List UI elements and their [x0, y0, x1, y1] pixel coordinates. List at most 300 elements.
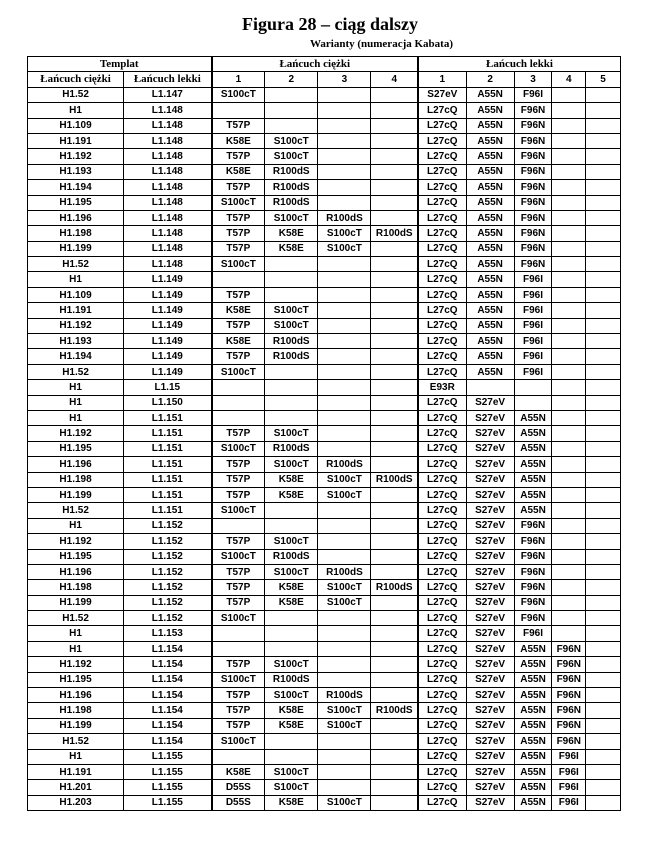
table-cell: K58E	[265, 795, 318, 810]
table-cell	[586, 149, 621, 164]
table-cell: F96N	[552, 688, 586, 703]
table-cell	[371, 441, 418, 456]
table-cell: S100cT	[318, 718, 371, 733]
table-cell	[212, 272, 265, 287]
table-row	[28, 380, 621, 395]
table-cell: F96I	[552, 764, 586, 779]
table-cell: S100cT	[265, 210, 318, 225]
table-cell: L27cQ	[418, 410, 466, 425]
table-cell: H1.191	[28, 303, 124, 318]
table-cell	[586, 241, 621, 256]
table-row	[28, 718, 621, 733]
table-cell: H1.52	[28, 87, 124, 102]
table-cell: L1.155	[124, 795, 212, 810]
table-cell: R100dS	[265, 164, 318, 179]
table-cell: K58E	[265, 703, 318, 718]
table-cell	[466, 380, 514, 395]
table-cell	[318, 641, 371, 656]
table-cell: S27eV	[466, 734, 514, 749]
table-cell: L27cQ	[418, 688, 466, 703]
table-cell: S100cT	[265, 764, 318, 779]
table-cell: S100cT	[318, 472, 371, 487]
table-cell: S27eV	[466, 749, 514, 764]
table-cell: K58E	[212, 303, 265, 318]
table-cell: A55N	[514, 410, 552, 425]
table-cell: H1	[28, 103, 124, 118]
table-row	[28, 149, 621, 164]
table-row	[28, 703, 621, 718]
table-cell: L1.152	[124, 534, 212, 549]
table-cell	[586, 534, 621, 549]
table-cell: L27cQ	[418, 364, 466, 379]
table-cell: L1.149	[124, 364, 212, 379]
table-cell	[586, 210, 621, 225]
table-cell: T57P	[212, 580, 265, 595]
table-cell: L27cQ	[418, 672, 466, 687]
table-cell	[586, 180, 621, 195]
table-cell	[318, 257, 371, 272]
table-cell: S100cT	[212, 364, 265, 379]
table-cell: H1.196	[28, 457, 124, 472]
table-cell: S100cT	[318, 595, 371, 610]
table-cell: L1.154	[124, 688, 212, 703]
table-cell	[371, 426, 418, 441]
table-cell: H1.199	[28, 487, 124, 502]
table-cell	[586, 103, 621, 118]
table-cell: A55N	[514, 441, 552, 456]
table-cell	[552, 287, 586, 302]
table-cell	[212, 749, 265, 764]
templat-header: Templat	[28, 57, 212, 72]
table-cell: L1.148	[124, 149, 212, 164]
table-cell	[318, 272, 371, 287]
table-row	[28, 349, 621, 364]
table-cell	[371, 457, 418, 472]
table-cell	[265, 503, 318, 518]
table-cell: F96I	[514, 334, 552, 349]
table-cell: T57P	[212, 318, 265, 333]
table-cell	[586, 472, 621, 487]
table-cell	[371, 487, 418, 502]
table-cell: S100cT	[265, 149, 318, 164]
table-cell	[586, 487, 621, 502]
table-cell: L27cQ	[418, 472, 466, 487]
table-cell	[265, 257, 318, 272]
table-cell	[586, 734, 621, 749]
table-cell: A55N	[466, 318, 514, 333]
table-cell	[552, 210, 586, 225]
table-cell: T57P	[212, 149, 265, 164]
table-cell: F96N	[514, 180, 552, 195]
table-cell	[371, 395, 418, 410]
table-cell: A55N	[466, 87, 514, 102]
table-cell: H1	[28, 395, 124, 410]
table-cell: H1.198	[28, 580, 124, 595]
table-cell	[586, 549, 621, 564]
table-cell: L1.154	[124, 672, 212, 687]
table-cell: L27cQ	[418, 195, 466, 210]
table-row	[28, 87, 621, 102]
table-cell: A55N	[514, 487, 552, 502]
table-cell: L27cQ	[418, 180, 466, 195]
table-cell	[318, 534, 371, 549]
light-idx-3: 3	[514, 72, 552, 87]
table-cell	[552, 349, 586, 364]
table-cell	[552, 103, 586, 118]
table-cell: F96I	[514, 626, 552, 641]
table-cell: H1	[28, 380, 124, 395]
table-cell: L27cQ	[418, 103, 466, 118]
table-cell	[318, 133, 371, 148]
table-cell: A55N	[514, 795, 552, 810]
table-cell: F96N	[552, 718, 586, 733]
table-cell	[586, 749, 621, 764]
table-cell: L1.155	[124, 764, 212, 779]
table-cell: S27eV	[466, 611, 514, 626]
table-cell: A55N	[466, 195, 514, 210]
table-cell: L1.154	[124, 657, 212, 672]
table-cell	[318, 611, 371, 626]
table-cell: T57P	[212, 657, 265, 672]
heavy-idx-1: 1	[212, 72, 265, 87]
table-cell: K58E	[265, 487, 318, 502]
table-cell: T57P	[212, 426, 265, 441]
table-cell	[371, 641, 418, 656]
table-cell: L27cQ	[418, 641, 466, 656]
table-row	[28, 426, 621, 441]
table-cell: T57P	[212, 487, 265, 502]
table-cell	[552, 487, 586, 502]
table-cell: L1.148	[124, 195, 212, 210]
table-cell	[371, 534, 418, 549]
table-cell: H1	[28, 518, 124, 533]
table-cell	[586, 626, 621, 641]
table-cell: L27cQ	[418, 334, 466, 349]
table-cell	[552, 87, 586, 102]
table-cell	[586, 287, 621, 302]
table-cell: L1.151	[124, 472, 212, 487]
table-cell	[586, 688, 621, 703]
table-cell: L27cQ	[418, 518, 466, 533]
table-cell: H1.52	[28, 364, 124, 379]
table-cell	[586, 703, 621, 718]
table-cell: R100dS	[371, 472, 418, 487]
table-cell	[514, 380, 552, 395]
table-row	[28, 795, 621, 810]
table-cell: S100cT	[318, 487, 371, 502]
table-cell: S100cT	[265, 303, 318, 318]
table-cell: A55N	[466, 149, 514, 164]
table-cell: T57P	[212, 287, 265, 302]
table-cell: S27eV	[466, 487, 514, 502]
table-cell: L1.148	[124, 118, 212, 133]
table-cell	[371, 118, 418, 133]
table-cell	[318, 87, 371, 102]
table-cell: T57P	[212, 180, 265, 195]
table-cell: A55N	[514, 688, 552, 703]
table-cell: H1.191	[28, 764, 124, 779]
table-cell: S100cT	[212, 503, 265, 518]
table-cell	[265, 118, 318, 133]
table-cell: A55N	[466, 210, 514, 225]
table-cell: H1.192	[28, 149, 124, 164]
table-cell	[552, 318, 586, 333]
table-row	[28, 441, 621, 456]
table-cell	[552, 195, 586, 210]
table-cell	[586, 672, 621, 687]
table-cell	[552, 133, 586, 148]
table-cell	[371, 87, 418, 102]
table-row	[28, 210, 621, 225]
table-cell: R100dS	[371, 580, 418, 595]
variants-table	[27, 56, 621, 811]
table-cell: A55N	[466, 303, 514, 318]
table-cell	[586, 503, 621, 518]
table-cell	[586, 133, 621, 148]
table-cell: S100cT	[265, 133, 318, 148]
table-cell: K58E	[212, 164, 265, 179]
table-cell: L1.149	[124, 287, 212, 302]
table-cell	[552, 380, 586, 395]
table-cell: F96N	[514, 241, 552, 256]
table-cell: F96I	[514, 87, 552, 102]
table-cell: F96N	[552, 641, 586, 656]
table-row	[28, 334, 621, 349]
table-cell	[265, 641, 318, 656]
table-cell: F96N	[514, 195, 552, 210]
table-cell	[371, 410, 418, 425]
table-cell	[371, 334, 418, 349]
table-cell	[552, 334, 586, 349]
table-cell: L1.148	[124, 164, 212, 179]
table-cell	[552, 441, 586, 456]
table-cell	[371, 103, 418, 118]
table-cell: L1.152	[124, 564, 212, 579]
table-cell: L27cQ	[418, 595, 466, 610]
table-cell: F96I	[552, 780, 586, 795]
table-cell: F96I	[514, 303, 552, 318]
heavy-idx-4: 4	[371, 72, 418, 87]
table-cell: L1.152	[124, 549, 212, 564]
table-cell: T57P	[212, 472, 265, 487]
table-cell: H1.198	[28, 472, 124, 487]
table-cell: F96N	[514, 149, 552, 164]
table-cell: S100cT	[212, 672, 265, 687]
table-cell	[552, 272, 586, 287]
table-cell: K58E	[265, 595, 318, 610]
table-cell	[552, 257, 586, 272]
table-cell: A55N	[514, 503, 552, 518]
table-row	[28, 549, 621, 564]
table-cell: S100cT	[212, 257, 265, 272]
table-cell: R100dS	[265, 349, 318, 364]
table-cell: L27cQ	[418, 503, 466, 518]
table-cell	[586, 426, 621, 441]
table-cell	[318, 149, 371, 164]
table-cell: H1.196	[28, 210, 124, 225]
table-cell	[265, 395, 318, 410]
table-row	[28, 503, 621, 518]
table-cell: L27cQ	[418, 611, 466, 626]
table-cell: L27cQ	[418, 734, 466, 749]
table-cell: L1.151	[124, 503, 212, 518]
table-cell: S100cT	[212, 87, 265, 102]
table-cell: D55S	[212, 795, 265, 810]
table-cell: A55N	[466, 287, 514, 302]
heavy-chain-group-header: Łańcuch ciężki	[212, 57, 419, 72]
table-cell	[586, 303, 621, 318]
table-cell: H1.52	[28, 257, 124, 272]
table-cell: D55S	[212, 780, 265, 795]
table-cell: T57P	[212, 457, 265, 472]
table-cell: L27cQ	[418, 457, 466, 472]
table-cell	[371, 210, 418, 225]
table-cell: S27eV	[466, 703, 514, 718]
table-cell: L27cQ	[418, 426, 466, 441]
table-cell	[265, 287, 318, 302]
table-cell: T57P	[212, 564, 265, 579]
table-cell: L27cQ	[418, 210, 466, 225]
table-cell: L27cQ	[418, 549, 466, 564]
table-cell: L27cQ	[418, 795, 466, 810]
table-cell: R100dS	[318, 210, 371, 225]
table-cell: L27cQ	[418, 718, 466, 733]
table-row	[28, 688, 621, 703]
table-row	[28, 272, 621, 287]
table-cell: S27eV	[466, 410, 514, 425]
table-cell	[212, 395, 265, 410]
table-row	[28, 626, 621, 641]
table-cell: A55N	[466, 118, 514, 133]
table-cell	[318, 349, 371, 364]
table-cell	[586, 657, 621, 672]
table-cell: H1.52	[28, 503, 124, 518]
table-cell: K58E	[265, 226, 318, 241]
table-cell	[586, 764, 621, 779]
table-cell: L27cQ	[418, 257, 466, 272]
table-cell: H1.196	[28, 564, 124, 579]
table-cell: A55N	[514, 718, 552, 733]
table-cell	[265, 272, 318, 287]
table-cell: S100cT	[265, 534, 318, 549]
table-cell	[212, 410, 265, 425]
table-cell: S27eV	[466, 426, 514, 441]
table-row	[28, 457, 621, 472]
table-cell: S27eV	[466, 457, 514, 472]
table-cell	[371, 349, 418, 364]
table-cell: L1.147	[124, 87, 212, 102]
table-cell: H1.198	[28, 703, 124, 718]
table-cell: F96I	[514, 318, 552, 333]
figure-subtitle: Warianty (numeracja Kabata)	[310, 38, 453, 50]
table-cell	[552, 457, 586, 472]
variants-table-body	[28, 87, 621, 810]
table-cell: A55N	[466, 349, 514, 364]
table-row	[28, 657, 621, 672]
table-row	[28, 410, 621, 425]
table-cell: L1.151	[124, 410, 212, 425]
table-cell: H1.192	[28, 534, 124, 549]
table-cell: H1.192	[28, 318, 124, 333]
table-cell	[265, 410, 318, 425]
table-cell	[586, 318, 621, 333]
table-cell: R100dS	[265, 441, 318, 456]
table-row	[28, 595, 621, 610]
table-cell: T57P	[212, 210, 265, 225]
table-cell: S27eV	[466, 580, 514, 595]
table-cell: S100cT	[318, 580, 371, 595]
table-cell	[552, 518, 586, 533]
table-cell	[552, 303, 586, 318]
table-cell: A55N	[466, 334, 514, 349]
table-cell: H1.198	[28, 226, 124, 241]
table-row	[28, 764, 621, 779]
table-cell: F96I	[514, 272, 552, 287]
table-cell: H1.193	[28, 334, 124, 349]
table-cell	[586, 795, 621, 810]
table-row	[28, 611, 621, 626]
table-cell	[371, 164, 418, 179]
table-cell: H1	[28, 626, 124, 641]
table-cell	[586, 595, 621, 610]
table-cell	[586, 334, 621, 349]
table-cell	[586, 580, 621, 595]
table-cell: S27eV	[466, 672, 514, 687]
table-cell: R100dS	[318, 457, 371, 472]
table-cell	[371, 241, 418, 256]
table-cell: L27cQ	[418, 272, 466, 287]
table-cell: A55N	[514, 657, 552, 672]
table-cell: S27eV	[466, 688, 514, 703]
table-cell: L1.152	[124, 518, 212, 533]
table-cell: H1.196	[28, 688, 124, 703]
table-cell	[552, 395, 586, 410]
table-cell: L1.148	[124, 241, 212, 256]
table-cell: H1.193	[28, 164, 124, 179]
table-cell: L1.154	[124, 641, 212, 656]
table-cell: S27eV	[466, 472, 514, 487]
table-row	[28, 118, 621, 133]
table-cell: T57P	[212, 349, 265, 364]
table-cell: K58E	[212, 764, 265, 779]
table-cell	[552, 626, 586, 641]
table-cell	[265, 364, 318, 379]
table-cell: K58E	[265, 718, 318, 733]
table-cell	[552, 549, 586, 564]
light-idx-1: 1	[418, 72, 466, 87]
table-cell	[318, 195, 371, 210]
table-cell	[371, 749, 418, 764]
table-row	[28, 472, 621, 487]
table-cell: L1.154	[124, 703, 212, 718]
table-cell: L27cQ	[418, 395, 466, 410]
table-cell	[586, 518, 621, 533]
table-cell: T57P	[212, 688, 265, 703]
table-cell	[552, 164, 586, 179]
table-cell: S100cT	[265, 688, 318, 703]
table-cell: R100dS	[265, 195, 318, 210]
table-cell: S27eV	[466, 718, 514, 733]
table-row	[28, 164, 621, 179]
table-cell	[586, 118, 621, 133]
table-cell: L27cQ	[418, 657, 466, 672]
table-cell	[552, 564, 586, 579]
table-cell: L1.153	[124, 626, 212, 641]
table-cell: H1.201	[28, 780, 124, 795]
table-cell: A55N	[514, 749, 552, 764]
table-cell: R100dS	[265, 334, 318, 349]
table-cell	[371, 318, 418, 333]
